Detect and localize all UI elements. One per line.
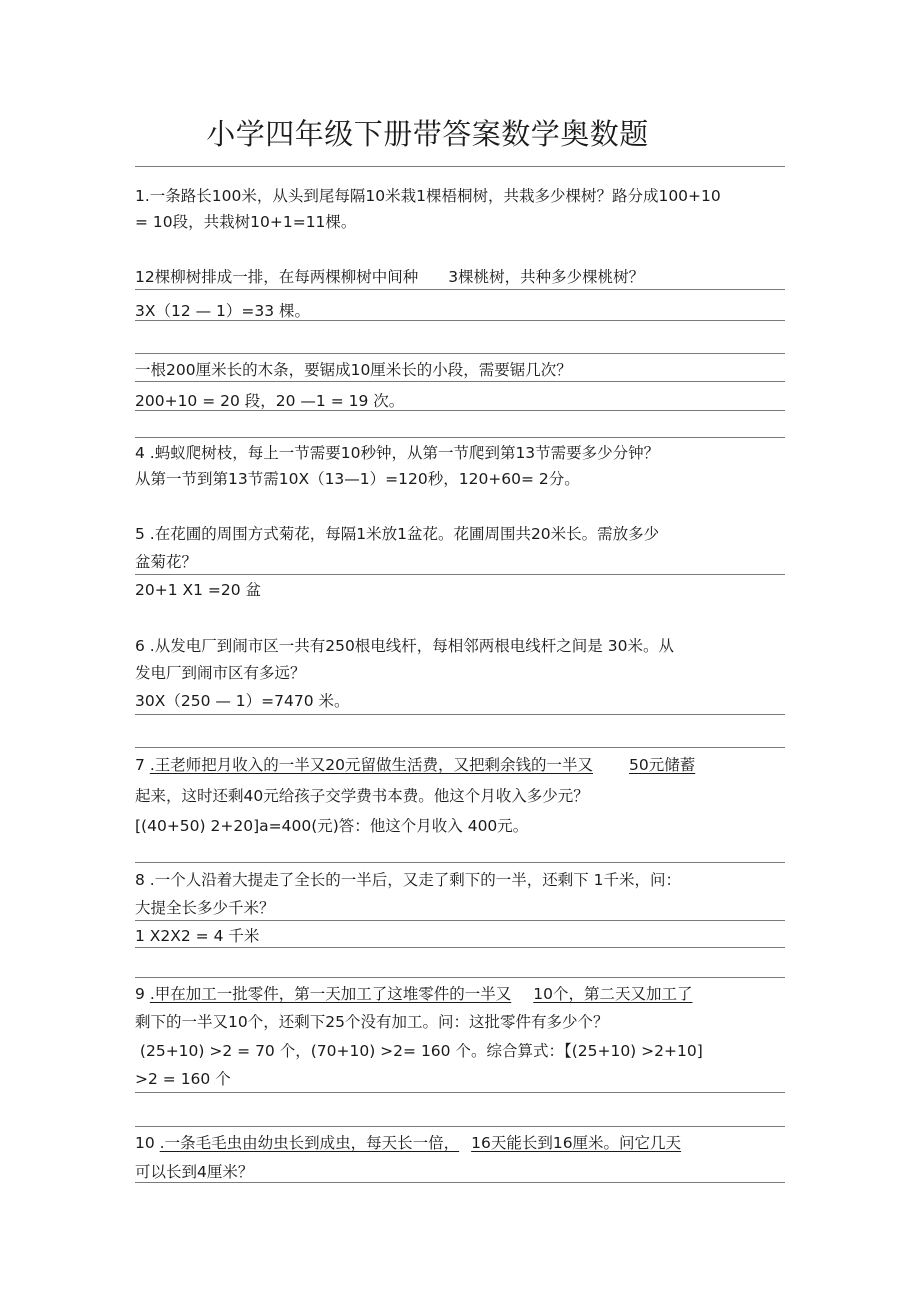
- rule-line: [135, 1092, 785, 1093]
- q8-line2: 大提全长多少千米？: [135, 899, 275, 917]
- q10-line1-b: 16天能长到16厘米。问它几天: [471, 1134, 682, 1152]
- page-title: 小学四年级下册带答案数学奥数题: [206, 117, 649, 151]
- q1-line1: 1.一条路长100米，从头到尾每隔10米栽1棵梧桐树，共栽多少棵树？路分成100+10: [135, 187, 721, 205]
- rule-line: [135, 437, 785, 438]
- q7-line1-b: 50元储蓄: [628, 756, 696, 774]
- rule-line: [135, 747, 785, 748]
- rule-line: [135, 1182, 785, 1183]
- q4-answer: 从第一节到第13节需10X（13—1）=120秒，120+60= 2分。: [135, 470, 580, 488]
- q8-answer: 1 X2X2 = 4 千米: [135, 927, 260, 945]
- rule-line: [135, 1126, 785, 1127]
- rule-line: [135, 920, 785, 921]
- rule-line: [135, 381, 785, 382]
- q7-line1-underlined: [150, 756, 695, 774]
- rule-line: [135, 320, 785, 321]
- q6-line2: 发电厂到闹市区有多远？: [135, 664, 306, 682]
- rule-line: [135, 977, 785, 978]
- q5-line2: 盆菊花？: [135, 553, 198, 571]
- q2-answer: 3X（12 — 1）=33 棵。: [135, 302, 311, 320]
- q7-number: 7: [135, 756, 145, 774]
- q9-line2: 剩下的一半又10个，还剩下25个没有加工。问：这批零件有多少个？: [135, 1013, 609, 1031]
- q10-number: 10: [135, 1134, 155, 1152]
- q7-answer: [(40+50) 2+20]a=400(元)答：他这个月收入 400元。: [135, 817, 529, 835]
- q3-answer: 200+10 = 20 段，20 —1 = 19 次。: [135, 392, 405, 410]
- q2-question-a: 12棵柳树排成一排，在每两棵柳树中间种: [135, 268, 419, 286]
- q7-line1: [135, 755, 695, 775]
- q5-line1: 5 .在花圃的周围方式菊花，每隔1米放1盆花。花圃周围共20米长。需放多少: [135, 525, 660, 543]
- rule-line: [135, 289, 785, 290]
- q1-line2: = 10段，共栽树10+1=11棵。: [135, 213, 357, 231]
- q9-answer2: >2 = 160 个: [135, 1070, 231, 1088]
- q9-line1: [135, 984, 692, 1004]
- q4-question: 4 .蚂蚁爬树枝，每上一节需要10秒钟，从第一节爬到第13节需要多少分钟？: [135, 444, 660, 462]
- q9-answer1: (25+10) >2 = 70 个，(70+10) >2= 160 个。综合算式：【(25+10) >2+10]: [135, 1042, 703, 1060]
- q7-line2: 起来，这时还剩40元给孩子交学费书本费。他这个月收入多少元？: [135, 787, 589, 805]
- rule-line: [135, 166, 785, 167]
- rule-line: [135, 862, 785, 863]
- rule-line: [135, 353, 785, 354]
- rule-line: [135, 574, 785, 575]
- q6-answer: 30X（250 — 1）=7470 米。: [135, 692, 350, 710]
- q10-line1: [135, 1133, 681, 1153]
- q3-question: 一根200厘米长的木条，要锯成10厘米长的小段，需要锯几次？: [135, 361, 572, 379]
- q6-line1: 6 .从发电厂到闹市区一共有250根电线杆，每相邻两根电线杆之间是 30米。从: [135, 637, 674, 655]
- q8-line1: 8 .一个人沿着大提走了全长的一半后，又走了剩下的一半，还剩下 1千米，问：: [135, 871, 682, 889]
- q9-number: 9: [135, 985, 145, 1003]
- q10-line1-underlined: [160, 1134, 681, 1152]
- q7-line1-a: .王老师把月收入的一半又20元留做生活费，又把剩余钱的一半又: [149, 756, 593, 774]
- rule-line: [135, 410, 785, 411]
- q2-question-b: 3棵桃树，共种多少棵桃树？: [448, 268, 645, 286]
- q9-line1-b: 10个，第二天又加工了: [533, 985, 693, 1003]
- q2-question: [135, 267, 644, 287]
- q10-line1-a: .一条毛毛虫由幼虫长到成虫，每天长一倍，: [159, 1134, 460, 1152]
- q5-answer: 20+1 X1 =20 盆: [135, 581, 262, 599]
- rule-line: [135, 947, 785, 948]
- rule-line: [135, 714, 785, 715]
- q9-line1-underlined: [150, 985, 693, 1003]
- q9-line1-a: .甲在加工一批零件，第一天加工了这堆零件的一半又: [149, 985, 512, 1003]
- q10-line2: 可以长到4厘米？: [135, 1163, 254, 1181]
